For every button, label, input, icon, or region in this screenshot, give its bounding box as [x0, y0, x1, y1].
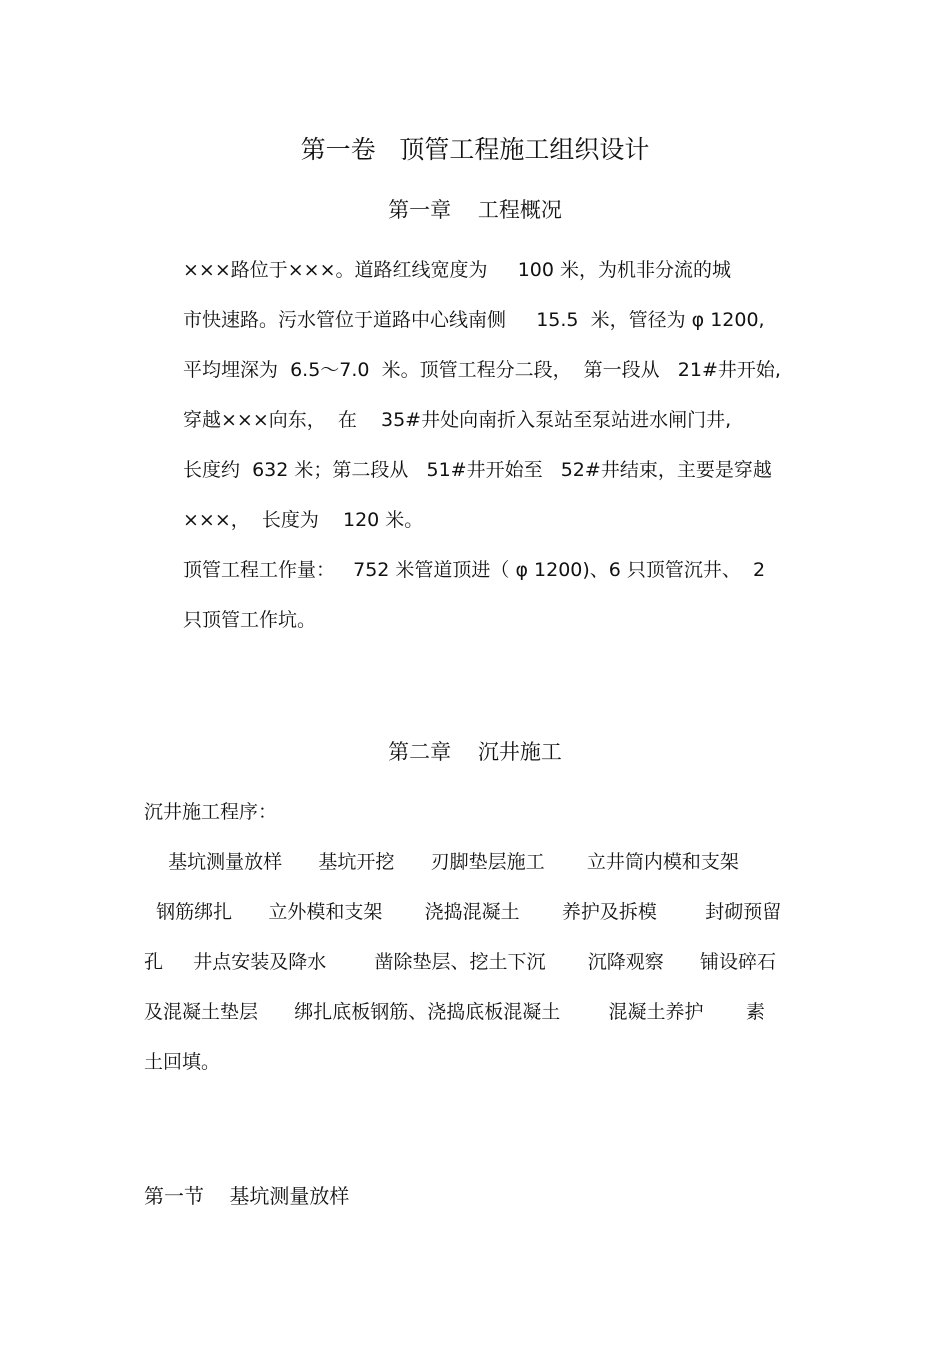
chapter1-line-7: 顶管工程工作量： 752 米管道顶进（ φ 1200)、6 只顶管沉井、 2: [183, 559, 766, 581]
chapter1-line-4: 穿越×××向东， 在 35#井处向南折入泵站至泵站进水闸门井,: [183, 409, 732, 431]
chapter2-line-3: 孔 井点安装及降水 凿除垫层、挖土下沉 沉降观察 铺设碎石: [144, 951, 777, 973]
chapter1-title: 第一章 工程概况: [388, 198, 562, 222]
chapter1-line-5: 长度约 632 米；第二段从 51#井开始至 52#井结束，主要是穿越: [183, 459, 772, 481]
chapter2-title: 第二章 沉井施工: [388, 740, 562, 764]
procedure-label: 沉井施工程序：: [144, 801, 278, 823]
chapter1-line-1: ×××路位于×××。道路红线宽度为 100 米，为机非分流的城: [183, 259, 732, 281]
chapter2-line-2: 钢筋绑扎 立外模和支架 浇捣混凝土 养护及拆模 封砌预留: [144, 901, 782, 923]
chapter1-line-8: 只顶管工作坑。: [183, 609, 317, 631]
volume-title: 第一卷 顶管工程施工组织设计: [300, 135, 650, 164]
section1-title: 第一节 基坑测量放样: [144, 1184, 350, 1208]
chapter2-line-5: 土回填。: [144, 1051, 221, 1073]
chapter1-line-3: 平均埋深为 6.5～7.0 米。顶管工程分二段， 第一段从 21#井开始,: [183, 359, 781, 381]
chapter2-line-1: 基坑测量放样 基坑开挖 刃脚垫层施工 立井筒内模和支架: [144, 851, 739, 873]
chapter2-line-4: 及混凝土垫层 绑扎底板钢筋、浇捣底板混凝土 混凝土养护 素: [144, 1001, 765, 1023]
chapter1-line-6: ×××， 长度为 120 米。: [183, 509, 424, 531]
chapter1-line-2: 市快速路。污水管位于道路中心线南侧 15.5 米，管径为 φ 1200,: [183, 309, 765, 331]
